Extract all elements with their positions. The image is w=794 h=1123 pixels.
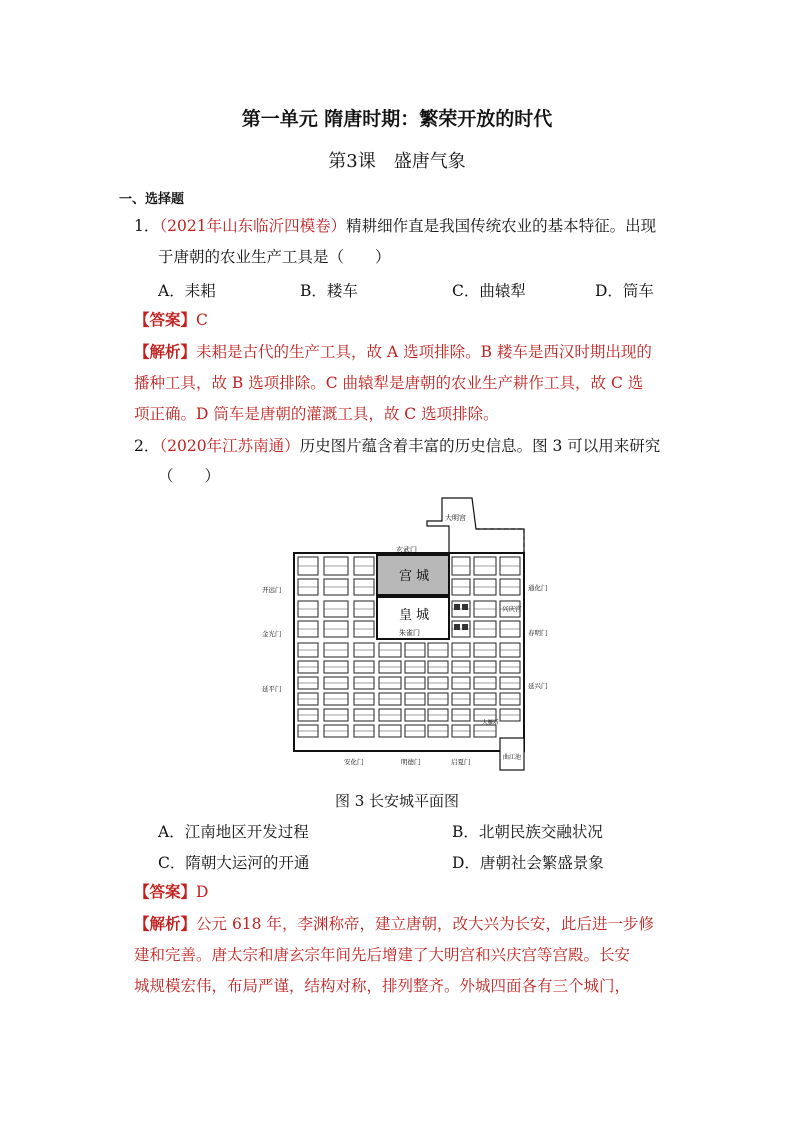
label-daming-palace: 大明宫: [445, 514, 466, 522]
label-yanxing-gate: 延兴门: [528, 682, 548, 690]
q1-option-a[interactable]: A．耒耜: [158, 282, 216, 300]
label-qixia-gate: 启夏门: [451, 758, 471, 766]
label-palace-city: 宫 城: [399, 569, 430, 584]
question-stem-text: 精耕细作直是我国传统农业的基本特征。出现: [346, 217, 657, 235]
changan-city-map: [262, 493, 552, 775]
q1-option-b[interactable]: B．耧车: [300, 282, 358, 300]
q1-analysis-line-1: [134, 342, 652, 362]
question-source: （2020年江苏南通）: [159, 437, 300, 455]
analysis-text: 耒耜是古代的生产工具，故 A 选项排除。B 耧车是西汉时期出现的: [196, 343, 652, 361]
question-2-stem-cont: （ ）: [158, 467, 221, 485]
market-square: [462, 604, 468, 610]
question-number: 1．: [134, 217, 160, 235]
analysis-label: 【解析】: [134, 342, 197, 361]
question-source: （2021年山东临沂四模卷）: [159, 217, 347, 235]
q1-answer: [134, 310, 208, 330]
unit-title: 第一单元 隋唐时期：繁荣开放的时代: [241, 108, 553, 130]
q2-option-a[interactable]: A．江南地区开发过程: [158, 823, 309, 841]
q2-analysis-line-2: 建和完善。唐太宗和唐玄宗年间先后增建了大明宫和兴庆宫等宫殿。长安: [134, 946, 631, 964]
q2-answer: [134, 882, 208, 902]
question-stem-text: 历史图片蕴含着丰富的历史信息。图 3 可以用来研究: [299, 437, 661, 455]
label-tonghua-gate: 通化门: [528, 584, 548, 592]
market-square: [454, 624, 460, 630]
section-heading: 一、选择题: [119, 192, 185, 207]
label-zhuque-gate: 朱雀门: [399, 629, 420, 637]
label-chunming-gate: 春明门: [528, 629, 548, 637]
q2-option-d[interactable]: D．唐朝社会繁盛景象: [452, 854, 604, 872]
question-1-stem-cont: 于唐朝的农业生产工具是（ ）: [158, 248, 391, 266]
q1-analysis-line-2: 播种工具，故 B 选项排除。C 曲辕犁是唐朝的农业生产耕作工具，故 C 选: [134, 374, 644, 392]
label-yanping-gate: 延平门: [262, 685, 282, 693]
label-mingde-gate: 明德门: [401, 758, 421, 766]
answer-value: D: [196, 883, 209, 901]
label-qujiang-pool: 曲江池: [503, 754, 522, 761]
lesson-title: 第3课 盛唐气象: [328, 151, 466, 172]
question-1-stem: [134, 216, 656, 236]
q2-option-c[interactable]: C．隋朝大运河的开通: [158, 854, 310, 872]
label-kaiyuan-gate: 开远门: [262, 586, 282, 594]
figure-caption: 图 3 长安城平面图: [334, 792, 460, 810]
daming-palace-outline: [427, 498, 524, 553]
q1-option-d[interactable]: D．筒车: [595, 282, 654, 300]
q2-analysis-line-1: [134, 914, 654, 934]
label-xingqing-palace: 兴庆宫: [502, 605, 522, 613]
question-number: 2．: [134, 437, 160, 455]
market-square: [462, 624, 468, 630]
label-jinguang-gate: 金光门: [262, 630, 282, 638]
q2-analysis-line-3: 城规模宏伟，布局严谨，结构对称，排列整齐。外城四面各有三个城门，: [134, 977, 631, 995]
q1-analysis-line-3: 项正确。D 筒车是唐朝的灌溉工具，故 C 选项排除。: [134, 405, 499, 423]
answer-label: 【答案】: [134, 310, 197, 329]
q1-option-c[interactable]: C．曲辕犁: [452, 282, 526, 300]
q2-option-b[interactable]: B．北朝民族交融状况: [452, 823, 603, 841]
market-square: [454, 604, 460, 610]
analysis-text: 公元 618 年，李渊称帝，建立唐朝，改大兴为长安，此后进一步修: [196, 915, 654, 933]
label-imperial-city: 皇 城: [399, 608, 430, 623]
answer-label: 【答案】: [134, 882, 197, 901]
analysis-label: 【解析】: [134, 914, 197, 933]
label-xuanwu-gate: 玄武门: [396, 546, 417, 554]
label-anhua-gate: 安化门: [344, 758, 364, 766]
label-dayan-pagoda: 大雁塔: [482, 720, 499, 726]
question-2-stem: [134, 436, 660, 456]
answer-value: C: [196, 311, 208, 329]
